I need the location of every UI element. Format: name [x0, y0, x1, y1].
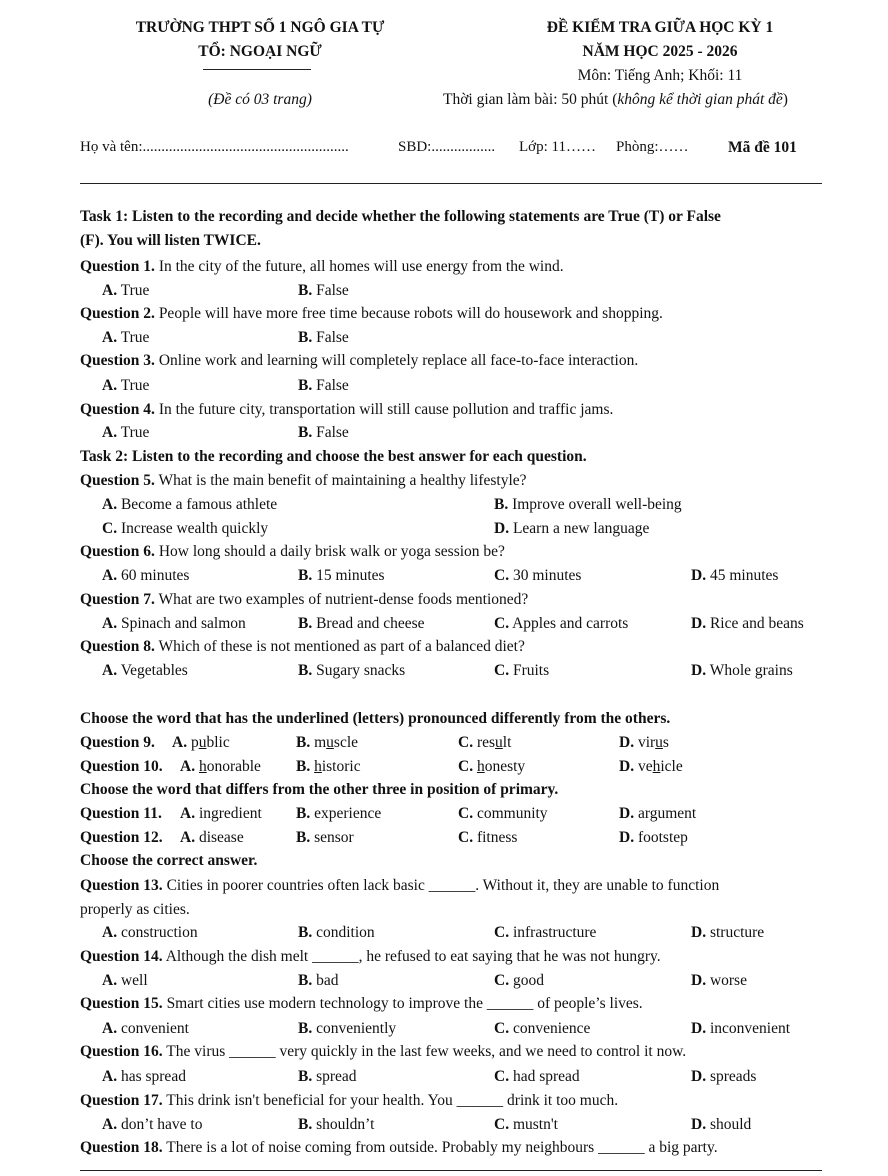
question-14 — [80, 948, 661, 966]
option-letter: C. — [494, 615, 510, 632]
pages-note: (Đề có 03 trang) — [208, 91, 312, 108]
option-text: Improve overall well-being — [512, 496, 682, 513]
option-text: True — [120, 424, 150, 441]
question-text: How long should a daily brisk walk or yoga session be? — [158, 543, 505, 560]
time-prefix: Thời gian làm bài: 50 phút ( — [443, 91, 618, 108]
option-text: ingredient — [198, 805, 262, 822]
q17-option-a[interactable] — [102, 1116, 202, 1134]
option-text: 45 minutes — [709, 567, 779, 584]
option-letter: C. — [494, 972, 510, 989]
word-part: istoric — [321, 758, 361, 775]
word-part: blic — [206, 734, 230, 751]
q7-option-c[interactable] — [494, 615, 628, 633]
q2-option-b[interactable] — [298, 329, 349, 347]
option-letter: D. — [691, 1116, 707, 1133]
q15-option-b[interactable] — [298, 1020, 396, 1038]
option-text: sensor — [314, 829, 354, 846]
option-letter: B. — [298, 377, 313, 394]
option-letter: D. — [619, 734, 635, 751]
question-text: In the future city, transportation will still cause pollution and traffic jams. — [158, 401, 614, 418]
q9-option-a[interactable] — [172, 734, 230, 752]
option-letter: D. — [691, 1068, 707, 1085]
q8-option-b[interactable] — [298, 662, 405, 680]
time-suffix: ) — [782, 91, 788, 108]
option-letter: A. — [102, 282, 118, 299]
option-letter: A. — [180, 758, 196, 775]
q14-option-b[interactable] — [298, 972, 338, 990]
option-text: footstep — [637, 829, 688, 846]
option-letter: A. — [102, 329, 118, 346]
option-text: spread — [316, 1068, 357, 1085]
option-letter: A. — [102, 377, 118, 394]
question-text: Although the dish melt ______, he refused to eat saying that he was not hungry. — [165, 948, 661, 965]
stress-title: Choose the word that differs from the other three in position of primary. — [80, 781, 559, 798]
option-text: spreads — [709, 1068, 757, 1085]
question-text: What is the main benefit of maintaining a healthy lifestyle? — [158, 472, 527, 489]
option-letter: D. — [691, 615, 707, 632]
question-label: Question 14. — [80, 948, 163, 965]
option-letter: C. — [494, 1020, 510, 1037]
option-letter: C. — [102, 520, 118, 537]
option-letter: D. — [691, 1020, 707, 1037]
q15-option-d[interactable] — [691, 1020, 790, 1038]
option-text: infrastructure — [512, 924, 597, 941]
word-part: icle — [660, 758, 683, 775]
question-text: Which of these is not mentioned as part of a balanced diet? — [158, 638, 525, 655]
question-label: Question 4. — [80, 401, 155, 418]
option-text: good — [512, 972, 544, 989]
q3-option-b[interactable] — [298, 377, 349, 395]
option-text: community — [476, 805, 548, 822]
room-field: Phòng:…… — [616, 139, 689, 155]
option-text: argument — [637, 805, 697, 822]
option-text: Learn a new language — [512, 520, 650, 537]
q5-option-d[interactable] — [494, 520, 649, 538]
task1-title-line1: Task 1: Listen to the recording and decide whether the following statements are True (T) or False — [80, 208, 721, 225]
word-part: m — [314, 734, 327, 751]
option-text: had spread — [512, 1068, 580, 1085]
header-divider — [203, 69, 311, 70]
option-text: shouldn’t — [316, 1116, 375, 1133]
question-4 — [80, 401, 613, 419]
option-text: well — [120, 972, 148, 989]
question-15 — [80, 995, 643, 1013]
question-10-label: Question 10. — [80, 758, 163, 775]
option-text: conveniently — [316, 1020, 397, 1037]
q12-option-b[interactable] — [296, 829, 354, 847]
underlined-letter: h — [476, 758, 485, 775]
question-label: Question 1. — [80, 258, 155, 275]
question-text: The virus ______ very quickly in the last few weeks, and we need to control it now. — [166, 1043, 687, 1060]
option-letter: A. — [102, 662, 118, 679]
pronunciation-title: Choose the word that has the underlined (letters) pronounced differently from the others. — [80, 710, 671, 727]
q5-option-a[interactable] — [102, 496, 277, 514]
q14-option-d[interactable] — [691, 972, 747, 990]
option-letter: B. — [298, 924, 313, 941]
option-letter: D. — [619, 829, 635, 846]
subject-line: Môn: Tiếng Anh; Khối: 11 — [577, 67, 743, 84]
option-text: Become a famous athlete — [120, 496, 278, 513]
q10-option-b[interactable] — [296, 758, 361, 776]
question-1 — [80, 258, 564, 276]
question-label: Question 7. — [80, 591, 155, 608]
option-letter: A. — [102, 615, 118, 632]
option-letter: A. — [102, 1068, 118, 1085]
word-part: onorable — [206, 758, 261, 775]
option-text: True — [120, 377, 150, 394]
option-letter: B. — [296, 805, 311, 822]
word-part: onesty — [484, 758, 526, 775]
task1-title-line2: (F). You will listen TWICE. — [80, 232, 261, 249]
question-text: Online work and learning will completely replace all face-to-face interaction. — [158, 352, 639, 369]
underlined-letter: h — [314, 758, 322, 775]
question-7 — [80, 591, 528, 609]
option-letter: C. — [458, 734, 474, 751]
option-letter: C. — [494, 662, 510, 679]
department-name: TỔ: NGOẠI NGỮ — [198, 43, 322, 60]
correct-title: Choose the correct answer. — [80, 852, 258, 869]
question-label: Question 18. — [80, 1139, 163, 1156]
question-text: In the city of the future, all homes will use energy from the wind. — [158, 258, 564, 275]
option-letter: C. — [458, 758, 474, 775]
question-label: Question 17. — [80, 1092, 163, 1109]
option-text: 30 minutes — [512, 567, 582, 584]
question-8 — [80, 638, 525, 656]
word-part: s — [662, 734, 669, 751]
option-text: structure — [709, 924, 765, 941]
option-text: Sugary snacks — [316, 662, 406, 679]
underlined-letter: u — [198, 734, 207, 751]
info-divider — [80, 183, 822, 184]
option-text: Increase wealth quickly — [120, 520, 269, 537]
q6-option-b[interactable] — [298, 567, 385, 585]
option-text: False — [316, 329, 349, 346]
option-text: Fruits — [512, 662, 550, 679]
question-label: Question 2. — [80, 305, 155, 322]
option-text: should — [709, 1116, 752, 1133]
question-17 — [80, 1092, 618, 1110]
option-text: experience — [314, 805, 382, 822]
option-letter: C. — [494, 1116, 510, 1133]
word-part: p — [190, 734, 199, 751]
q14-option-a[interactable] — [102, 972, 148, 990]
option-text: convenient — [120, 1020, 189, 1037]
question-2 — [80, 305, 663, 323]
option-text: Bread and cheese — [316, 615, 425, 632]
option-text: Whole grains — [709, 662, 793, 679]
option-letter: B. — [298, 1116, 313, 1133]
question-12-label: Question 12. — [80, 829, 163, 846]
option-letter: A. — [102, 424, 118, 441]
option-text: don’t have to — [120, 1116, 203, 1133]
exam-code: Mã đề 101 — [728, 139, 797, 156]
q16-option-c[interactable] — [494, 1068, 580, 1086]
school-year: NĂM HỌC 2025 - 2026 — [582, 43, 738, 60]
option-text: False — [316, 424, 349, 441]
option-letter: D. — [691, 924, 707, 941]
q11-option-d[interactable] — [619, 805, 696, 823]
option-letter: B. — [298, 329, 313, 346]
time-italic: không kể thời gian phát đề — [617, 91, 783, 108]
question-13-line2: properly as cities. — [80, 901, 190, 918]
option-letter: A. — [102, 1020, 118, 1037]
q17-option-b[interactable] — [298, 1116, 374, 1134]
question-11-label: Question 11. — [80, 805, 162, 822]
q17-option-d[interactable] — [691, 1116, 751, 1134]
question-18 — [80, 1139, 718, 1157]
option-letter: D. — [691, 972, 707, 989]
q12-option-c[interactable] — [458, 829, 517, 847]
option-letter: A. — [102, 1116, 118, 1133]
question-label: Question 8. — [80, 638, 155, 655]
option-letter: B. — [296, 829, 311, 846]
q12-option-a[interactable] — [180, 829, 244, 847]
class-field: Lớp: 11…… — [519, 139, 596, 155]
option-letter: B. — [298, 282, 313, 299]
q12-option-d[interactable] — [619, 829, 688, 847]
q13-option-a[interactable] — [102, 924, 198, 942]
option-letter: A. — [102, 972, 118, 989]
option-letter: C. — [458, 805, 474, 822]
q6-option-a[interactable] — [102, 567, 189, 585]
option-letter: A. — [102, 924, 118, 941]
q8-option-d[interactable] — [691, 662, 793, 680]
option-text: condition — [316, 924, 375, 941]
underlined-letter: h — [198, 758, 207, 775]
question-text: This drink isn't beneficial for your health. You ______ drink it too much. — [166, 1092, 619, 1109]
q16-option-a[interactable] — [102, 1068, 186, 1086]
q8-option-c[interactable] — [494, 662, 549, 680]
option-letter: B. — [494, 496, 509, 513]
q10-option-a[interactable] — [180, 758, 261, 776]
option-letter: B. — [298, 1020, 313, 1037]
option-letter: C. — [458, 829, 474, 846]
q11-option-a[interactable] — [180, 805, 262, 823]
q2-option-a[interactable] — [102, 329, 149, 347]
q1-option-b[interactable] — [298, 282, 349, 300]
option-letter: D. — [691, 662, 707, 679]
option-letter: B. — [298, 567, 313, 584]
q10-option-d[interactable] — [619, 758, 683, 776]
q1-option-a[interactable] — [102, 282, 149, 300]
option-letter: B. — [296, 734, 311, 751]
option-text: Spinach and salmon — [120, 615, 246, 632]
option-letter: B. — [298, 972, 313, 989]
question-9-label: Question 9. — [80, 734, 155, 751]
underlined-letter: u — [495, 734, 503, 751]
q4-option-b[interactable] — [298, 424, 349, 442]
question-6 — [80, 543, 505, 561]
q13-option-b[interactable] — [298, 924, 375, 942]
q9-option-c[interactable] — [458, 734, 511, 752]
task2-title: Task 2: Listen to the recording and choose the best answer for each question. — [80, 448, 587, 465]
option-letter: A. — [180, 805, 196, 822]
time-line — [443, 91, 788, 109]
option-letter: C. — [494, 1068, 510, 1085]
option-text: construction — [120, 924, 198, 941]
q9-option-b[interactable] — [296, 734, 358, 752]
option-text: convenience — [512, 1020, 591, 1037]
option-text: Rice and beans — [709, 615, 804, 632]
q11-option-c[interactable] — [458, 805, 548, 823]
option-letter: D. — [494, 520, 510, 537]
q14-option-c[interactable] — [494, 972, 544, 990]
option-text: has spread — [120, 1068, 186, 1085]
word-part: vir — [637, 734, 656, 751]
option-letter: B. — [298, 424, 313, 441]
q16-option-d[interactable] — [691, 1068, 756, 1086]
q13-option-d[interactable] — [691, 924, 764, 942]
footer-divider — [80, 1170, 822, 1171]
underlined-letter: u — [326, 734, 334, 751]
question-3 — [80, 352, 638, 370]
option-text: inconvenient — [709, 1020, 791, 1037]
option-text: bad — [316, 972, 339, 989]
word-part: res — [476, 734, 496, 751]
q10-option-c[interactable] — [458, 758, 525, 776]
question-text: There is a lot of noise coming from outside. Probably my neighbours ______ a big party. — [166, 1139, 718, 1156]
question-label: Question 16. — [80, 1043, 163, 1060]
school-name: TRƯỜNG THPT SỐ 1 NGÔ GIA TỰ — [135, 19, 385, 36]
question-label: Question 13. — [80, 877, 163, 894]
q4-option-a[interactable] — [102, 424, 149, 442]
question-text: What are two examples of nutrient-dense foods mentioned? — [158, 591, 529, 608]
question-text: People will have more free time because robots will do housework and shopping. — [158, 305, 663, 322]
option-text: fitness — [476, 829, 518, 846]
question-label: Question 15. — [80, 995, 163, 1012]
question-text: Smart cities use modern technology to improve the ______ of people’s lives. — [166, 995, 643, 1012]
option-text: False — [316, 377, 349, 394]
option-text: 60 minutes — [120, 567, 190, 584]
option-letter: A. — [102, 567, 118, 584]
option-letter: D. — [619, 805, 635, 822]
option-letter: B. — [298, 1068, 313, 1085]
option-text: worse — [709, 972, 747, 989]
option-text: mustn't — [512, 1116, 558, 1133]
exam-title: ĐỀ KIỂM TRA GIỮA HỌC KỲ 1 — [546, 19, 774, 36]
word-part: ve — [637, 758, 653, 775]
option-letter: B. — [296, 758, 311, 775]
q3-option-a[interactable] — [102, 377, 149, 395]
word-part: scle — [333, 734, 359, 751]
option-letter: B. — [298, 615, 313, 632]
question-13 — [80, 877, 719, 895]
option-text: disease — [198, 829, 244, 846]
q15-option-c[interactable] — [494, 1020, 590, 1038]
q15-option-a[interactable] — [102, 1020, 189, 1038]
option-text: True — [120, 282, 150, 299]
option-text: Apples and carrots — [512, 615, 629, 632]
option-text: Vegetables — [120, 662, 188, 679]
option-letter: C. — [494, 924, 510, 941]
word-part: lt — [502, 734, 512, 751]
question-label: Question 5. — [80, 472, 155, 489]
q17-option-c[interactable] — [494, 1116, 558, 1134]
option-letter: A. — [172, 734, 188, 751]
student-name-field: Họ và tên:....................................................... — [80, 139, 349, 155]
q6-option-c[interactable] — [494, 567, 581, 585]
option-letter: B. — [298, 662, 313, 679]
q9-option-d[interactable] — [619, 734, 669, 752]
q8-option-a[interactable] — [102, 662, 188, 680]
option-text: False — [316, 282, 349, 299]
option-letter: D. — [619, 758, 635, 775]
option-letter: D. — [691, 567, 707, 584]
q7-option-d[interactable] — [691, 615, 804, 633]
q16-option-b[interactable] — [298, 1068, 357, 1086]
q5-option-b[interactable] — [494, 496, 682, 514]
question-label: Question 6. — [80, 543, 155, 560]
sbd-field: SBD:................. — [398, 139, 496, 155]
q7-option-b[interactable] — [298, 615, 425, 633]
q7-option-a[interactable] — [102, 615, 246, 633]
q13-option-c[interactable] — [494, 924, 596, 942]
option-text: 15 minutes — [316, 567, 385, 584]
q5-option-c[interactable] — [102, 520, 268, 538]
option-letter: A. — [102, 496, 118, 513]
q6-option-d[interactable] — [691, 567, 778, 585]
question-label: Question 3. — [80, 352, 155, 369]
question-5 — [80, 472, 527, 490]
question-text: Cities in poorer countries often lack basic ______. Without it, they are unable to function — [166, 877, 720, 894]
underlined-letter: h — [652, 758, 661, 775]
option-letter: A. — [180, 829, 196, 846]
q11-option-b[interactable] — [296, 805, 381, 823]
option-text: True — [120, 329, 150, 346]
question-16 — [80, 1043, 686, 1061]
option-letter: C. — [494, 567, 510, 584]
underlined-letter: u — [655, 734, 663, 751]
